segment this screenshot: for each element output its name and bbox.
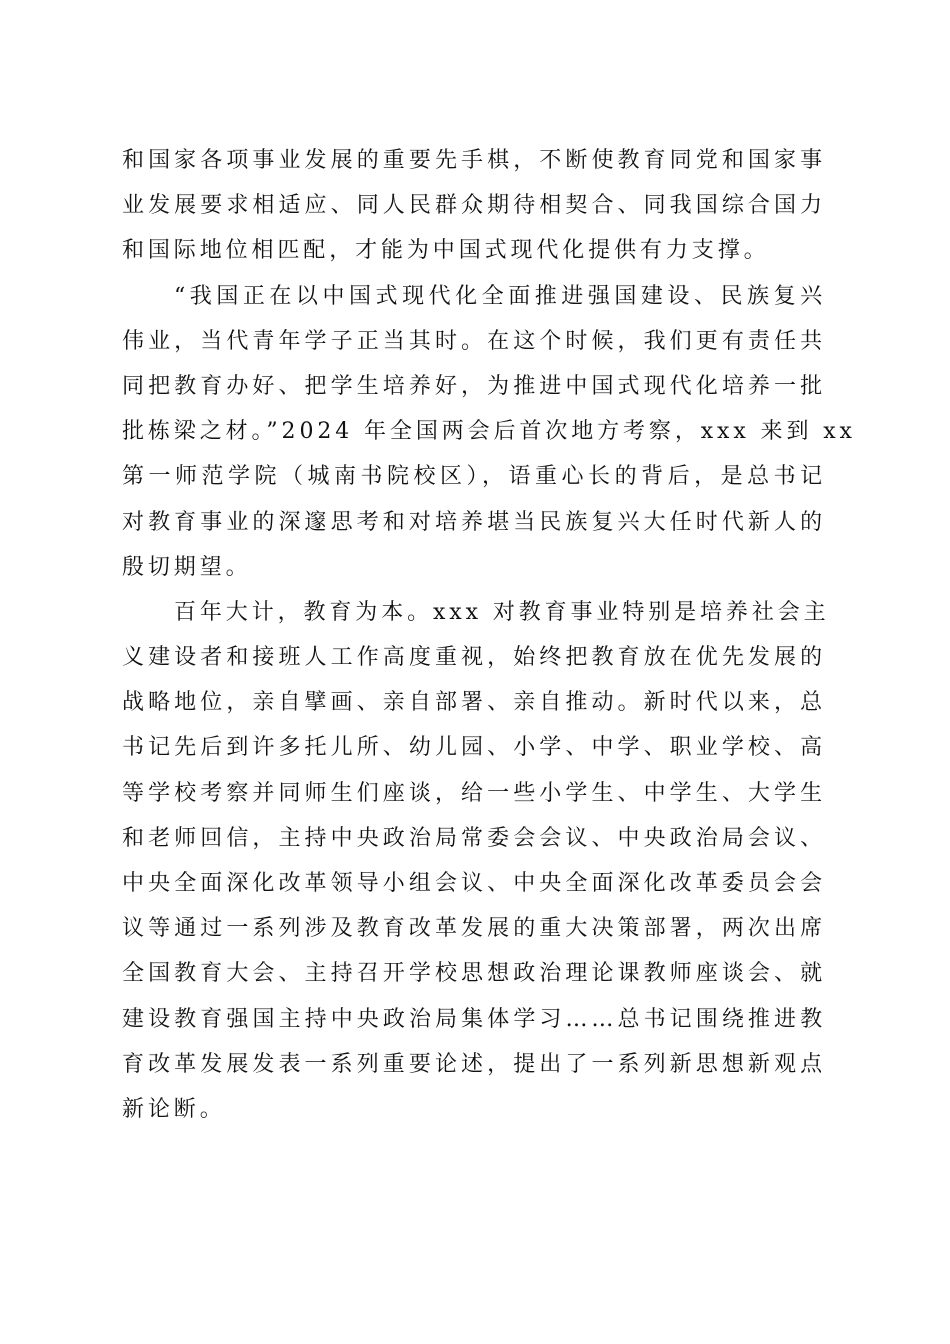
text-line: 和老师回信，主持中央政治局常委会会议、中央政治局会议、 xyxy=(122,825,826,851)
text-line: 百年大计，教育为本。xxx 对教育事业特别是培养社会主 xyxy=(174,599,830,625)
paragraph-2 xyxy=(122,274,856,590)
text-line: 殷切期望。 xyxy=(122,554,252,580)
text-line: 和国际地位相匹配，才能为中国式现代化提供有力支撑。 xyxy=(122,238,770,264)
text-line: 中央全面深化改革领导小组会议、中央全面深化改革委员会会 xyxy=(122,871,826,896)
text-line: 义建设者和接班人工作高度重视，始终把教育放在优先发展的 xyxy=(122,645,826,671)
text-line: 育改革发展发表一系列重要论述，提出了一系列新思想新观点 xyxy=(122,1051,826,1077)
text-line: 等学校考察并同师生们座谈，给一些小学生、中学生、大学生 xyxy=(122,780,826,806)
text-line: 和国家各项事业发展的重要先手棋，不断使教育同党和国家事 xyxy=(122,148,826,173)
text-line: 战略地位，亲自擘画、亲自部署、亲自推动。新时代以来，总 xyxy=(122,690,826,716)
text-line: 业发展要求相适应、同人民群众期待相契合、同我国综合国力 xyxy=(122,193,826,219)
paragraph-3 xyxy=(122,590,830,1132)
text-line: 议等通过一系列涉及教育改革发展的重大决策部署，两次出席 xyxy=(122,916,826,942)
text-line: 建设教育强国主持中央政治局集体学习……总书记围绕推进教 xyxy=(122,1006,826,1032)
document-body xyxy=(122,138,856,1132)
text-line: 书记先后到许多托儿所、幼儿园、小学、中学、职业学校、高 xyxy=(122,735,826,761)
text-line: “我国正在以中国式现代化全面推进强国建设、民族复兴 xyxy=(174,283,826,309)
text-line: 同把教育办好、把学生培养好，为推进中国式现代化培养一批 xyxy=(122,373,826,399)
text-line: 伟业，当代青年学子正当其时。在这个时候，我们更有责任共 xyxy=(122,328,826,354)
paragraph-1 xyxy=(122,138,826,274)
text-line: 对教育事业的深邃思考和对培养堪当民族复兴大任时代新人的 xyxy=(122,509,826,535)
text-line: 第一师范学院（城南书院校区），语重心长的背后，是总书记 xyxy=(122,464,826,490)
text-line: 新论断。 xyxy=(122,1096,226,1122)
text-line: 批栋梁之材。”2024 年全国两会后首次地方考察，xxx 来到 xx xyxy=(122,419,856,445)
text-line: 全国教育大会、主持召开学校思想政治理论课教师座谈会、就 xyxy=(122,961,826,987)
